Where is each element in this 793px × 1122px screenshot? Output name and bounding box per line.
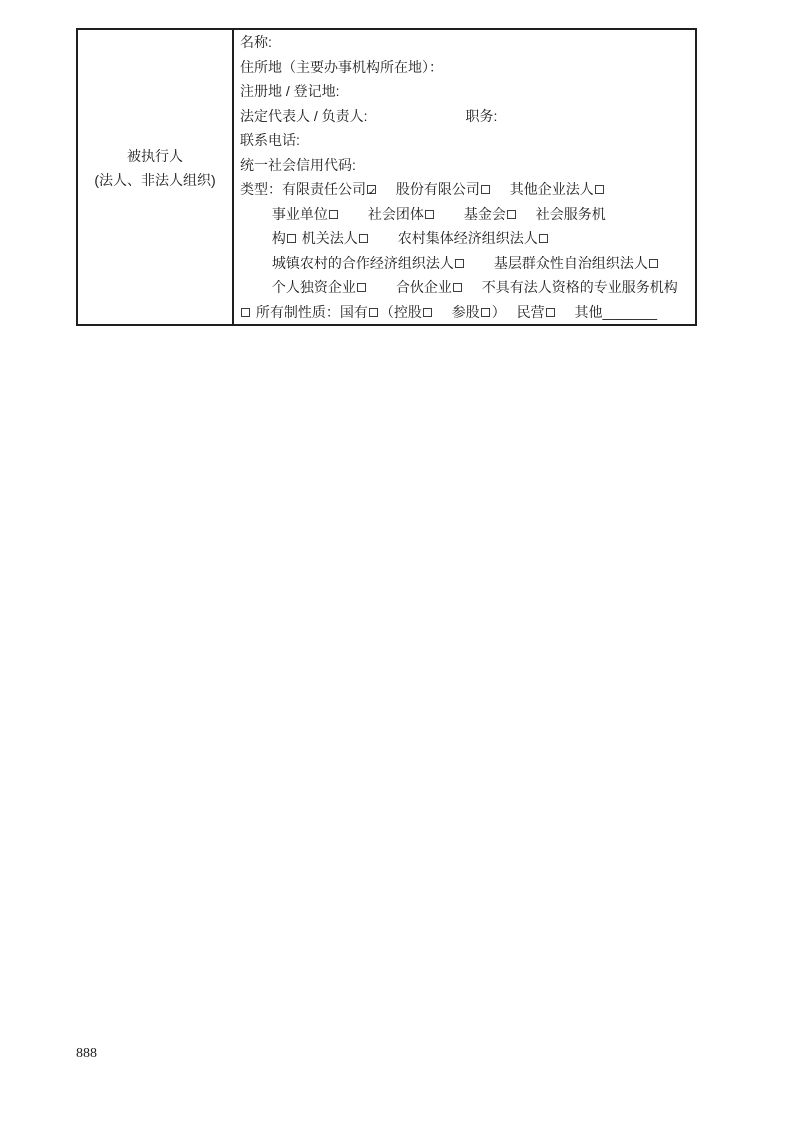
form-line-5: 联系电话: [240,132,300,148]
debtor-info-table [76,28,697,326]
form-line-7: 类型：有限责任公司 ✓ 股份有限公司 其他企业法人 [240,177,689,202]
form-line-2: 住所地（主要办事机构所在地）： [240,58,443,75]
checkbox-checked-icon[interactable] [367,185,376,194]
form-line-3: 注册地 / 登记地: [240,83,340,99]
checkbox-unchecked-icon[interactable] [546,308,555,317]
checkbox-unchecked-icon[interactable] [425,210,434,219]
checkbox-unchecked-icon[interactable] [481,185,490,194]
checkbox-unchecked-icon[interactable] [595,185,604,194]
form-line-11: 个人独资企业 合伙企业 不具有法人资格的专业服务机构 [240,279,678,295]
checkbox-unchecked-icon[interactable] [453,283,462,292]
debtor-fields-cell [234,30,695,324]
checkbox-unchecked-icon[interactable] [369,308,378,317]
checkbox-unchecked-icon[interactable] [481,308,490,317]
checkbox-unchecked-icon[interactable] [455,259,464,268]
checkbox-unchecked-icon[interactable] [423,308,432,317]
form-line-10: 城镇农村的合作经济组织法人 基层群众性自治组织法人 [240,251,689,276]
form-line-1: 名称: [240,34,272,50]
form-line-12: 所有制性质：国有 （控股 参股 ） 民营 其他_______ [240,300,689,325]
form-line-6: 统一社会信用代码: [240,156,356,173]
checkbox-unchecked-icon[interactable] [359,234,368,243]
checkbox-unchecked-icon[interactable] [287,234,296,243]
debtor-label-cell [78,30,234,324]
form-line-4: 法定代表人 / 负责人: 职务: [240,107,498,124]
checkbox-unchecked-icon[interactable] [507,210,516,219]
checkbox-unchecked-icon[interactable] [649,259,658,268]
debtor-label-line2: (法人、非法人组织) [94,172,216,188]
checkbox-unchecked-icon[interactable] [539,234,548,243]
debtor-label-line1: 被执行人 [127,148,183,164]
checkbox-unchecked-icon[interactable] [357,283,366,292]
form-line-9: 构 机关法人 农村集体经济组织法人 [240,226,689,251]
checkbox-unchecked-icon[interactable] [329,210,338,219]
form-line-8: 事业单位 社会团体 基金会 社会服务机 [240,205,606,222]
checkbox-unchecked-icon[interactable] [241,308,250,317]
page-number: 888 [76,1046,97,1061]
